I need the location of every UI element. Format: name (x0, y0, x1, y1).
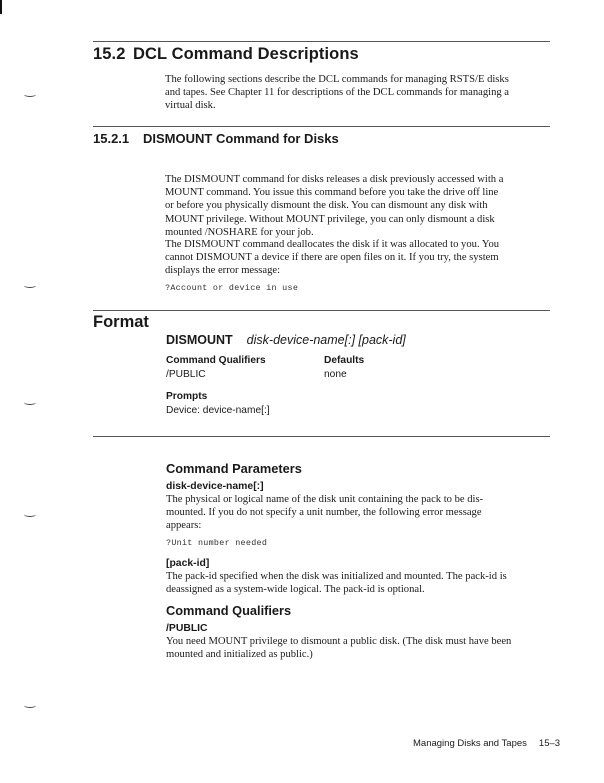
parameter-description (166, 493, 556, 533)
error-message-code: ?Unit number needed (166, 538, 268, 548)
format-heading: Format (93, 313, 149, 331)
subsection-paragraph-2 (165, 238, 555, 278)
margin-tick-mark (24, 703, 36, 708)
qualifiers-column-header: Command Qualifiers (166, 355, 266, 366)
text-line: The pack-id specified when the disk was initialized and mounted. The pack-id is (166, 571, 507, 582)
text-line: The DISMOUNT command for disks releases a disk previously accessed with a (165, 174, 504, 185)
text-line: The DISMOUNT command deallocates the disk if it was allocated to you. You (165, 239, 500, 250)
section-rule (93, 41, 550, 42)
qualifier-name: /PUBLIC (166, 623, 208, 634)
text-line: The physical or logical name of the disk unit containing the pack to be dis- (166, 494, 484, 505)
text-line: and tapes. See Chapter 11 for descriptions of the DCL commands for managing a (165, 87, 510, 99)
subsection-number: 15.2.1 (93, 131, 130, 146)
text-line: cannot DISMOUNT a device if there are open files on it. If you try, the system (165, 252, 499, 264)
margin-tick-mark (24, 400, 36, 405)
text-line: MOUNT command. You issue this command before you take the drive off line (165, 187, 499, 199)
text-line: deassigned as a system-wide logical. The pack-id is optional. (166, 584, 425, 596)
qualifier-description (166, 635, 556, 661)
parameters-heading: Command Parameters (166, 461, 302, 476)
parameter-description (166, 570, 556, 596)
text-line: displays the error message: (165, 265, 281, 277)
footer-chapter-title: Managing Disks and Tapes (413, 738, 527, 749)
defaults-column-header: Defaults (324, 355, 365, 366)
text-line: mounted. If you do not specify a unit number, the following error message (166, 507, 482, 519)
format-rule (93, 310, 550, 311)
text-line: The following sections describe the DCL commands for managing RSTS/E disks (165, 74, 509, 85)
qualifier-name: /PUBLIC (166, 369, 206, 380)
text-line: mounted /NOSHARE for your job. (165, 226, 314, 238)
subsection-rule (93, 126, 550, 127)
text-line: virtual disk. (165, 100, 216, 112)
text-line: mounted and initialized as public.) (166, 649, 313, 661)
binding-edge-mark (0, 0, 2, 14)
format-syntax (166, 331, 406, 349)
page-number: 15–3 (538, 738, 561, 749)
parameter-name: [pack-id] (166, 558, 210, 569)
page-footer (413, 738, 560, 749)
section-number: 15.2 (93, 45, 126, 63)
prompt-text: Device: device-name[:] (166, 405, 270, 416)
subsection-heading (93, 131, 339, 146)
qualifier-default: none (324, 369, 347, 380)
section-title: DCL Command Descriptions (133, 45, 359, 63)
section-heading (93, 45, 359, 64)
text-line: appears: (166, 520, 202, 532)
margin-tick-mark (24, 512, 36, 517)
margin-tick-mark (24, 283, 36, 288)
subsection-paragraph-1 (165, 173, 555, 239)
prompts-header: Prompts (166, 391, 208, 402)
section-intro (165, 73, 555, 113)
subsection-title: DISMOUNT Command for Disks (143, 131, 339, 146)
text-line: You need MOUNT privilege to dismount a public disk. (The disk must have been (166, 636, 512, 647)
format-command: DISMOUNT (166, 333, 233, 347)
format-arguments: disk-device-name[:] [pack-id] (246, 333, 406, 347)
qualifiers-heading: Command Qualifiers (166, 603, 292, 618)
text-line: or before you physically dismount the disk. You can dismount any disk with (165, 200, 488, 212)
format-end-rule (93, 436, 550, 437)
margin-tick-mark (24, 92, 36, 97)
parameter-name: disk-device-name[:] (166, 481, 264, 492)
error-message-code: ?Account or device in use (165, 283, 299, 293)
text-line: MOUNT privilege. Without MOUNT privilege, you can only dismount a disk (165, 213, 495, 225)
